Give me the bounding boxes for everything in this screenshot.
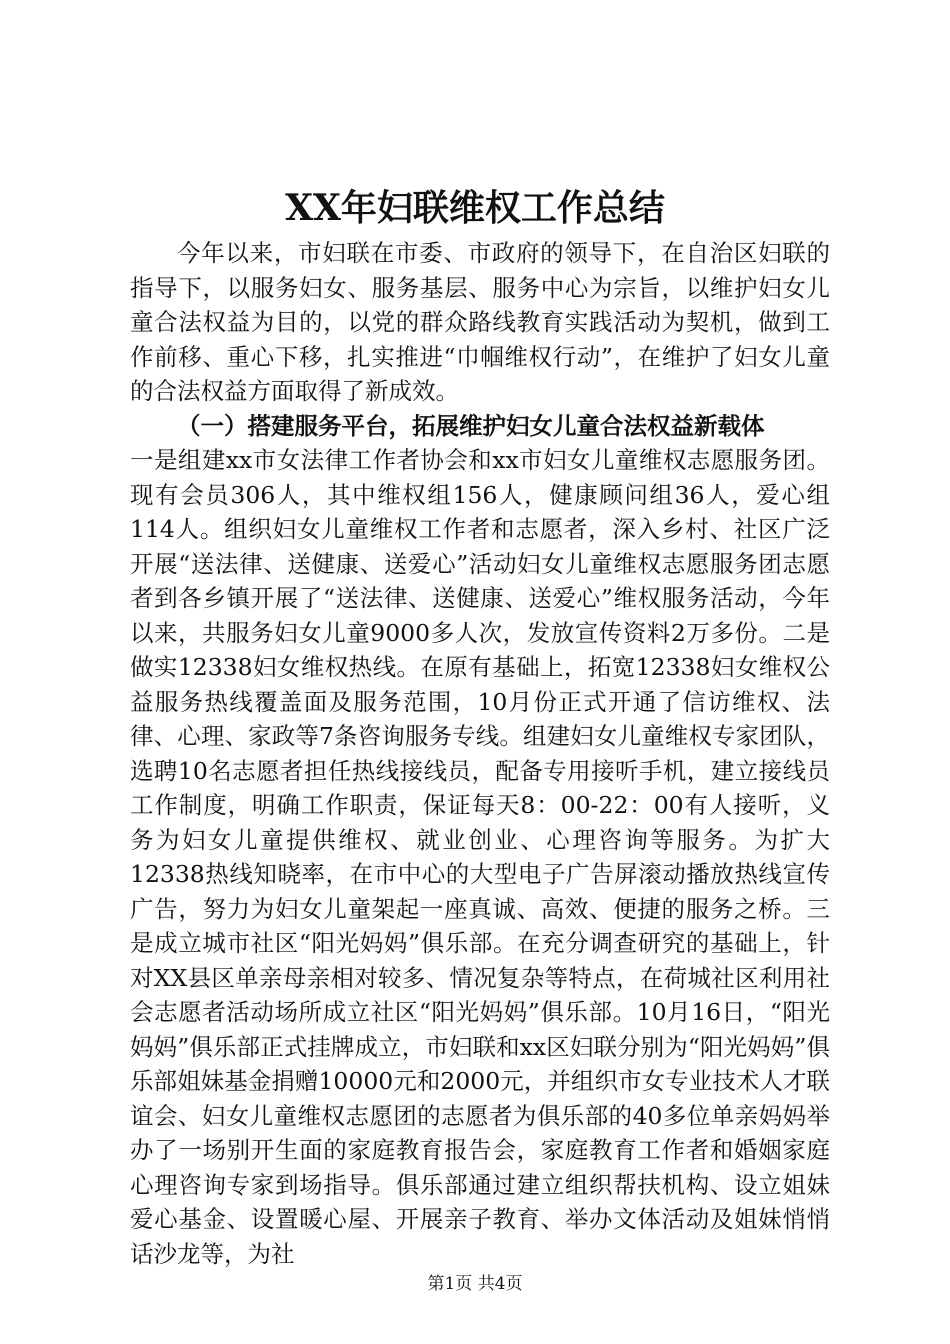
section-heading: （一）搭建服务平台，拓展维护妇女儿童合法权益新载体 [177, 411, 765, 440]
document-body [130, 236, 830, 1271]
intro-paragraph: 今年以来，市妇联在市委、市政府的领导下，在自治区妇联的指导下，以服务妇女、服务基层、服务中心为宗旨，以维护妇女儿童合法权益为目的，以党的群众路线教育实践活动为契机，做到工作前移、重心下移，扎实推进“巾帼维权行动”，在维护了妇女儿童的合法权益方面取得了新成效。 [130, 239, 830, 405]
section-paragraph: 一是组建xx市女法律工作者协会和xx市妇女儿童维权志愿服务团。现有会员306人，其中维权组156人，健康顾问组36人，爱心组114人。组织妇女儿童维权工作者和志愿者，深入乡村、社区广泛开展“送法律、送健康、送爱心”活动妇女儿童维权志愿服务团志愿者到各乡镇开展了“送法律、送健康、送爱心”维权服务活动，今年以来，共服务妇女儿童9000多人次，发放宣传资料2万多份。二是做实12338妇女维权热线。在原有基础上，拓宽12338妇女维权公益服务热线覆盖面及服务范围，10月份正式开通了信访维权、法律、心理、家政等7条咨询服务专线。组建妇女儿童维权专家团队，选聘10名志愿者担任热线接线员，配备专用接听手机，建立接线员工作制度，明确工作职责，保证每天8：00-22：00有人接听，义务为妇女儿童提供维权、就业创业、心理咨询等服务。为扩大12338热线知晓率，在市中心的大型电子广告屏滚动播放热线宣传广告，努力为妇女儿童架起一座真诚、高效、便捷的服务之桥。三是成立城市社区“阳光妈妈”俱乐部。在充分调查研究的基础上，针对XX县区单亲母亲相对较多、情况复杂等特点，在荷城社区利用社会志愿者活动场所成立社区“阳光妈妈”俱乐部。10月16日，“阳光妈妈”俱乐部正式挂牌成立，市妇联和xx区妇联分别为“阳光妈妈”俱乐部姐妹基金捐赠10000元和2000元，并组织市女专业技术人才联谊会、妇女儿童维权志愿团的志愿者为俱乐部的40多位单亲妈妈举办了一场别开生面的家庭教育报告会，家庭教育工作者和婚姻家庭心理咨询专家到场指导。俱乐部通过建立组织帮扶机构、设立姐妹爱心基金、设置暖心屋、开展亲子教育、举办文体活动及姐妹悄悄话沙龙等，为社 [130, 446, 830, 1268]
document-title: XX年妇联维权工作总结 [285, 187, 665, 229]
page-footer: 第1页 共4页 [427, 1274, 523, 1294]
